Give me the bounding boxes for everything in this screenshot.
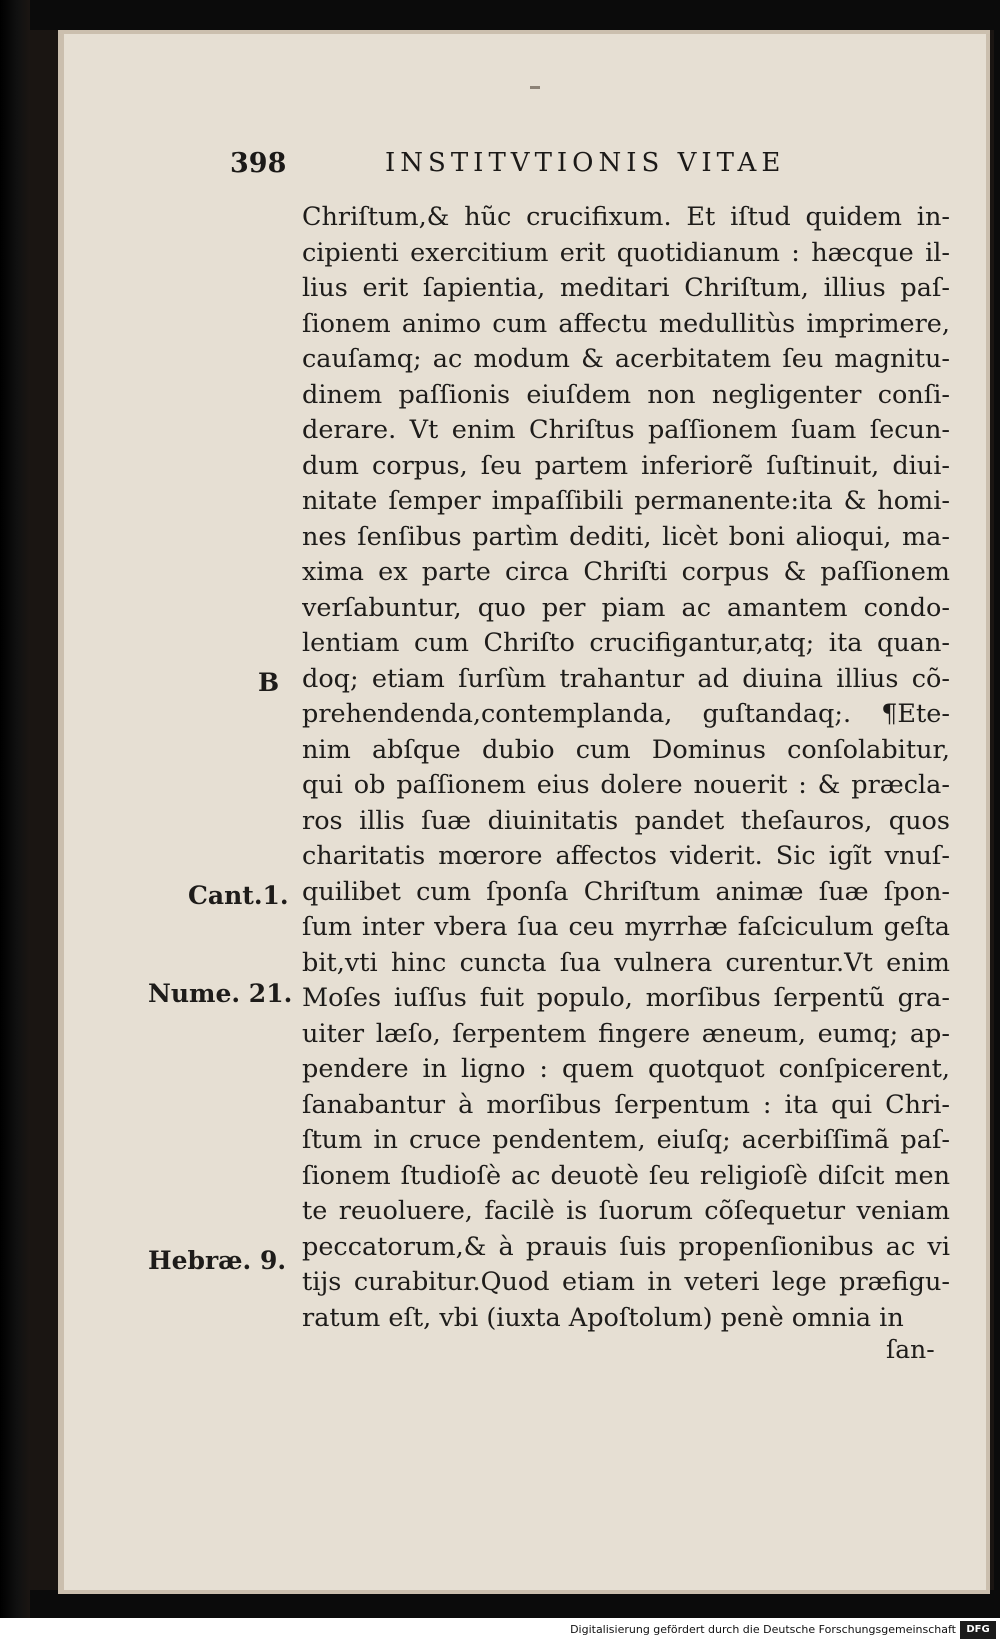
text-line: nim abſque dubio cum Dominus conſolabitur, [302,734,950,765]
margin-note-section-b: B [258,668,280,697]
dfg-logo: DFG [960,1621,996,1639]
body-text [302,200,950,1336]
book-binding-shadow [0,0,30,1644]
text-line: nes ſenſibus partìm dediti, licèt boni alioqui, ma- [302,521,950,552]
text-line: dinem paſſionis eiuſdem non negligenter conſi- [302,379,950,410]
margin-note-nume: Nume. 21. [148,979,293,1008]
text-line: ſionem ſtudioſè ac deuotè ſeu religioſè diſcit men [302,1160,950,1191]
text-line: ſionem animo cum affectu medullitùs imprimere, [302,308,950,339]
footer-bar [0,1618,1000,1644]
text-line: ros illis ſuæ diuinitatis pandet theſauros, quos [302,805,950,836]
catchword: ſan- [886,1335,935,1364]
text-line: verſabuntur, quo per piam ac amantem condo- [302,592,950,623]
page-number: 398 [230,148,287,179]
margin-note-cant: Cant.1. [188,881,289,910]
text-line: ſum inter vbera ſua ceu myrrhæ faſciculum geſta [302,912,950,942]
text-line: charitatis mœrore affectos viderit. Sic igĩt vnuſ- [302,841,950,871]
text-line: pendere in ligno : quem quotquot conſpicerent, [302,1054,950,1084]
text-line: qui ob paſſionem eius dolere nouerit : & præcla- [302,770,950,800]
text-line: ſtum in cruce pendentem, eiuſq; acerbiſſimã paſ- [302,1125,950,1155]
text-line: derare. Vt enim Chriſtus paſſionem ſuam ſecun- [302,415,950,445]
text-line: lentiam cum Chriſto crucifigantur,atq; ita quan- [302,628,950,658]
text-line: Chriſtum,& hũc crucifixum. Et iſtud quidem in- [302,202,950,232]
text-line: lius erit ſapientia, meditari Chriſtum, illius paſ- [302,273,950,303]
text-line: uiter læſo, ſerpentem fingere æneum, eumq; ap- [302,1018,950,1049]
text-line: dum corpus, ſeu partem inferiorẽ ſuſtinuit, diui- [302,450,950,481]
text-line: tijs curabitur.Quod etiam in veteri lege præfigu- [302,1267,950,1297]
ink-mark [530,86,540,89]
text-line: cauſamq; ac modum & acerbitatem ſeu magnitu- [302,344,950,374]
text-line: bit,vti hinc cuncta ſua vulnera curentur.Vt enim [302,947,950,978]
text-line: ſanabantur à morſibus ſerpentum : ita qui Chri- [302,1089,950,1120]
running-head [230,148,870,182]
text-line: peccatorum,& à prauis ſuis propenſionibus ac vi [302,1231,950,1262]
text-line: prehendenda,contemplanda, guſtandaq;. ¶Ete- [302,699,950,729]
text-line: cipienti exercitium erit quotidianum : hæcque il- [302,237,950,268]
text-line: te reuoluere, facilè is ſuorum cõſequetur veniam [302,1196,950,1226]
running-title: INSTITVTIONIS VITAE [385,148,786,178]
text-line: xima ex parte circa Chriſti corpus & paſſionem [302,557,950,587]
text-line: ratum eſt, vbi (iuxta Apoſtolum) penè omnia in [302,1302,904,1333]
text-line: Moſes iuſſus fuit populo, morſibus ſerpentũ gra- [302,983,950,1013]
funding-credit: Digitalisierung gefördert durch die Deutsche Forschungsgemeinschaft [570,1623,956,1636]
text-line: quilibet cum ſponſa Chriſtum animæ ſuæ ſpon- [302,876,950,907]
margin-note-hebr: Hebræ. 9. [148,1246,287,1275]
text-line: nitate ſemper impaſſibili permanente:ita & homi- [302,486,950,516]
text-line: doq; etiam ſurſùm trahantur ad diuina illius cõ- [302,663,950,694]
